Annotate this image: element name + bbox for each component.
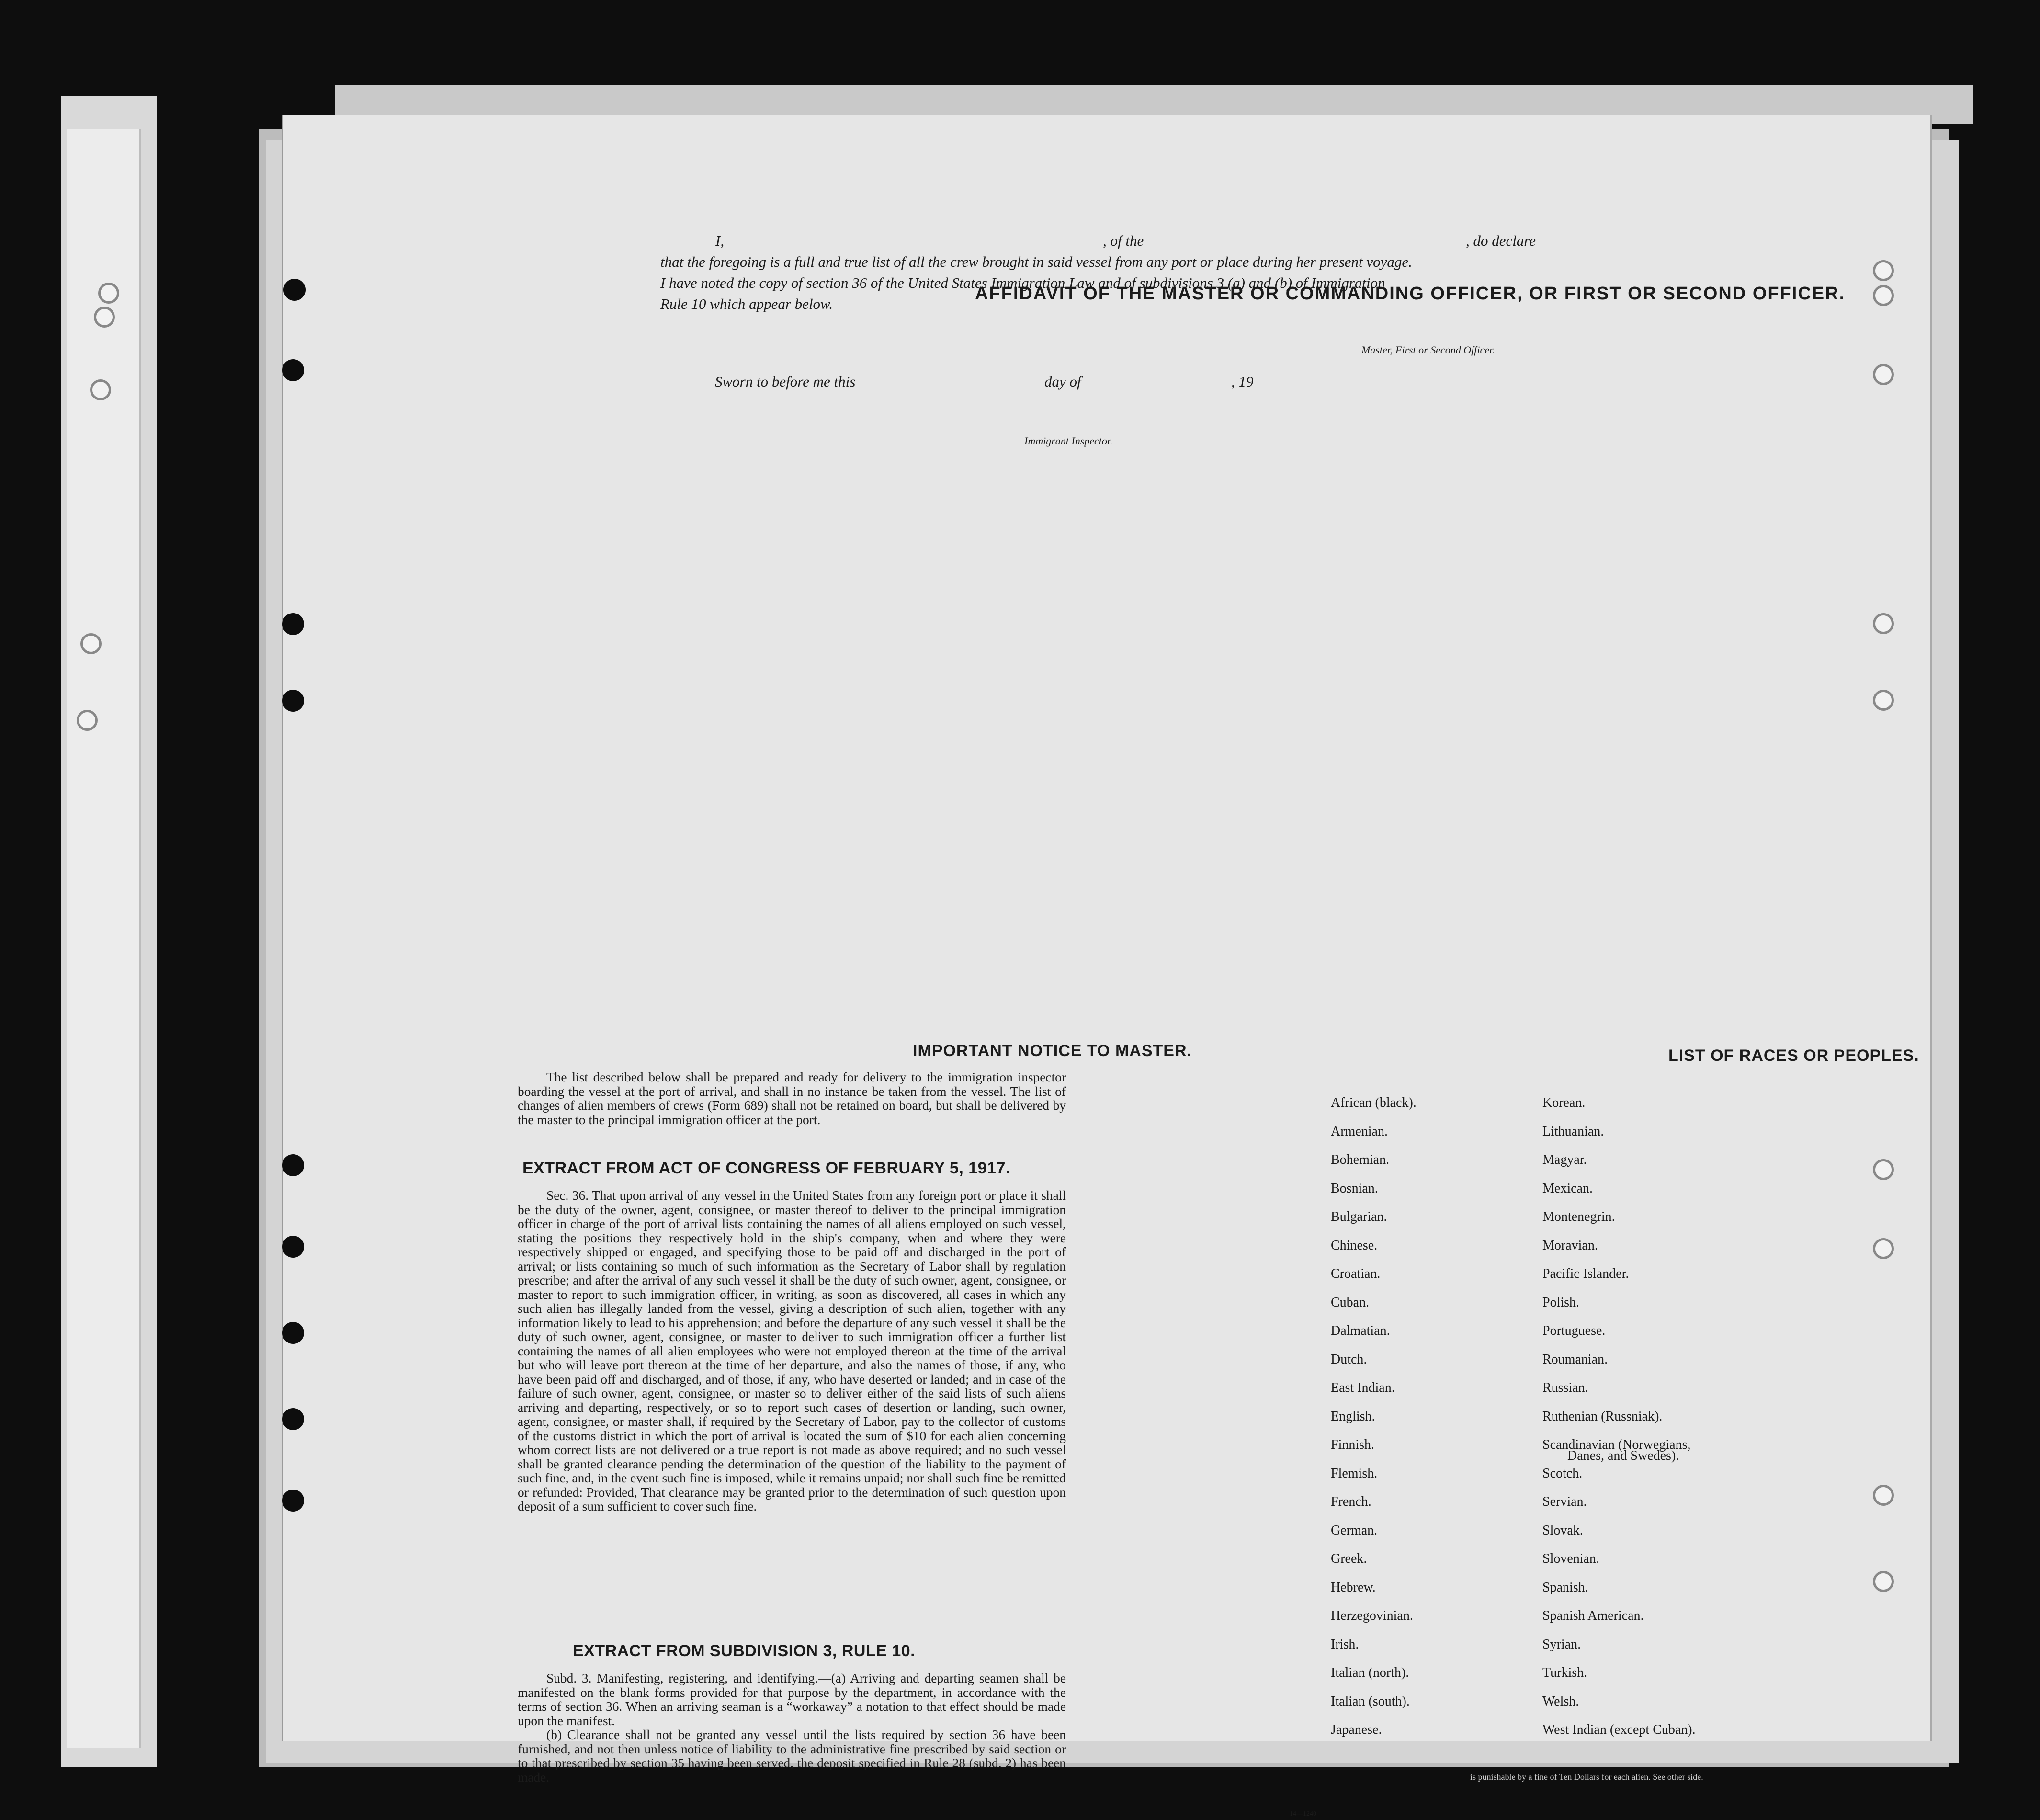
race-item: Welsh. (1542, 1694, 1579, 1709)
race-item: African (black). (1331, 1095, 1417, 1110)
race-item: French. (1331, 1494, 1371, 1509)
affidavit-of-the: , of the (1103, 232, 1144, 249)
race-item: Italian (south). (1331, 1694, 1410, 1709)
race-item: Slovenian. (1542, 1551, 1599, 1566)
master-signature-label: Master, First or Second Officer. (1361, 344, 1495, 356)
race-item: Servian. (1542, 1494, 1587, 1509)
race-item: Finnish. (1331, 1437, 1375, 1452)
binder-ring (1873, 364, 1894, 385)
race-item: Italian (north). (1331, 1665, 1409, 1680)
race-item: Polish. (1542, 1295, 1580, 1310)
affidavit-line-3: I have noted the copy of section 36 of the United States Immigration Law and of subdivisions 3 (a) and (b) of Immigration (660, 274, 1385, 291)
race-item: Bulgarian. (1331, 1209, 1387, 1224)
race-item: Chinese. (1331, 1238, 1378, 1253)
race-item: Magyar. (1542, 1152, 1587, 1167)
punch-hole (282, 690, 304, 712)
race-item: Irish. (1331, 1637, 1359, 1652)
binder-ring (1873, 260, 1894, 281)
binder-ring (1873, 690, 1894, 711)
race-item: Pacific Islander. (1542, 1266, 1629, 1281)
race-item: Korean. (1542, 1095, 1586, 1110)
notice-title: IMPORTANT NOTICE TO MASTER. (913, 1042, 1192, 1060)
extract-rule-title: EXTRACT FROM SUBDIVISION 3, RULE 10. (573, 1642, 916, 1660)
race-item: West Indian (except Cuban). (1542, 1722, 1696, 1737)
subdivision-3b-text: (b) Clearance shall not be granted any vessel until the lists required by section 36 have been furnished, and not then unless notice of liability to the administrative fine prescribed by said section or to that prescribed by section 35 having been served, the deposit specified in Rule 28 (subd. 2) has been made. (518, 1728, 1066, 1785)
subdivision-3-text: Subd. 3. Manifesting, registering, and identifying.—(a) Arriving and departing seamen shall be manifested on the blank forms provided for that purpose by the department, in accordance with the terms of section 36. When an arriving seaman is a “workaway” a notation to that effect should be made upon the manifest. (518, 1671, 1066, 1728)
notice-text: The list described below shall be prepared and ready for delivery to the immigration inspector boarding the vessel at the port of arrival, and shall in no instance be taken from the vessel. The list of changes of alien members of crews (Form 689) shall not be retained on board, but shall be delivered by the master to the principal immigration officer at the port. (518, 1070, 1066, 1127)
subdivision-3-paragraph (518, 1672, 1066, 1785)
race-item: Portuguese. (1542, 1323, 1606, 1338)
race-item-continuation: Danes, and Swedes). (1567, 1448, 1679, 1463)
race-item: Cuban. (1331, 1295, 1370, 1310)
race-item: Scandinavian (Norwegians, (1542, 1437, 1691, 1452)
binder-ring (1873, 1159, 1894, 1180)
race-item: German. (1331, 1523, 1378, 1538)
race-item: Scotch. (1542, 1466, 1583, 1481)
form-number: 14—1240 (1290, 1810, 1316, 1818)
race-item: Turkish. (1542, 1665, 1587, 1680)
section-36-text: Sec. 36. That upon arrival of any vessel in the United States from any foreign port or place it shall be the duty of the owner, agent, consignee, or master thereof to deliver to the principal immigration officer in charge of the port of arrival lists containing the names of all aliens employed on such vessel, stating the positions they respectively hold in the ship's company, when and where they were respectively shipped or engaged, and specifying those to be paid off and discharged in the port of arrival; or lists containing so much of such information as the Secretary of Labor shall by regulation prescribe; and after the arrival of any such vessel it shall be the duty of such owner, agent, consignee, or master to report to such immigration officer, in writing, as soon as discovered, all cases in which any such alien has illegally landed from the vessel, giving a description of such alien, together with any information likely to lead to his apprehension; and before the departure of any such vessel it shall be the duty of such owner, agent, consignee, or master to deliver to such immigration officer a further list containing the names of all alien employees who were not employed thereon at the time of the arrival but who will leave port thereon at the time of her departure, and also the names of those, if any, who have been paid off and discharged, and of those, if any, who have deserted or landed; and in case of the failure of such owner, agent, consignee, or master so to deliver either of the said lists of such aliens arriving and departing, respectively, or so to report such cases of desertion or landing, such owner, agent, consignee, or master shall, if required by the Secretary of Labor, pay to the collector of customs of the customs district in which the port of arrival is located the sum of $10 for each alien concerning whom correct lists are not delivered or a true report is not made as above required; and no such vessel shall be granted clearance pending the determination of the question of the liability to the payment of such fine, and, in the event such fine is imposed, while it remains unpaid; nor shall such fine be remitted or refunded: Provided, That clearance may be granted prior to the determination of such question upon deposit of a sum sufficient to cover such fine. (518, 1188, 1066, 1513)
binder-ring (94, 307, 115, 328)
race-item: Roumanian. (1542, 1352, 1608, 1367)
race-item: Slovak. (1542, 1523, 1583, 1538)
left-binder-sheet (67, 129, 141, 1748)
inspector-signature-label: Immigrant Inspector. (1024, 435, 1113, 447)
race-item: Bosnian. (1331, 1181, 1378, 1196)
race-item: English. (1331, 1409, 1375, 1424)
affidavit-line-2: that the foregoing is a full and true list of all the crew brought in said vessel from any port or place during her present voyage. (660, 253, 1412, 270)
punch-hole (282, 613, 304, 635)
day-of-label: day of (1044, 373, 1081, 390)
affidavit-line-4: Rule 10 which appear below. (660, 296, 833, 312)
binder-ring (1873, 1485, 1894, 1506)
race-item: Greek. (1331, 1551, 1367, 1566)
sworn-label: Sworn to before me this (715, 373, 856, 390)
race-item: Russian. (1542, 1380, 1588, 1395)
punch-hole (282, 359, 304, 381)
binder-ring (98, 283, 119, 304)
punch-hole (283, 279, 306, 301)
binder-ring (77, 710, 98, 731)
race-item: Ruthenian (Russniak). (1542, 1409, 1663, 1424)
race-item: Japanese. (1331, 1722, 1382, 1737)
race-item: Bohemian. (1331, 1152, 1390, 1167)
binder-ring (80, 633, 102, 654)
extract-act-title: EXTRACT FROM ACT OF CONGRESS OF FEBRUARY 5, 1917. (522, 1159, 1010, 1177)
notice-paragraph (518, 1070, 1066, 1127)
race-item: Herzegovinian. (1331, 1608, 1413, 1623)
affidavit-do-declare: , do declare (1466, 232, 1536, 249)
binder-ring (1873, 285, 1894, 306)
race-item: Croatian. (1331, 1266, 1381, 1281)
race-item: Dalmatian. (1331, 1323, 1390, 1338)
punch-hole (282, 1408, 304, 1430)
binder-ring (1873, 1238, 1894, 1259)
race-item: Moravian. (1542, 1238, 1598, 1253)
binder-ring (90, 379, 111, 400)
race-item: Spanish. (1542, 1580, 1588, 1595)
punch-hole (282, 1490, 304, 1512)
race-item: Lithuanian. (1542, 1124, 1604, 1139)
affidavit-title: AFFIDAVIT OF THE MASTER OR COMMANDING OFFICER, OR FIRST OR SECOND OFFICER. (975, 284, 1846, 304)
year-label: , 19 (1231, 373, 1254, 390)
race-item: Armenian. (1331, 1124, 1388, 1139)
section-36-paragraph (518, 1189, 1066, 1514)
race-item: Dutch. (1331, 1352, 1367, 1367)
race-item: Flemish. (1331, 1466, 1378, 1481)
races-title: LIST OF RACES OR PEOPLES. (1668, 1046, 1919, 1065)
race-item: Spanish American. (1542, 1608, 1644, 1623)
race-item: Montenegrin. (1542, 1209, 1615, 1224)
footer-note: is punishable by a fine of Ten Dollars for each alien. See other side. (1470, 1772, 1703, 1782)
punch-hole (282, 1236, 304, 1258)
race-item: Syrian. (1542, 1637, 1581, 1652)
affidavit-i: I, (715, 232, 725, 249)
binder-ring (1873, 1571, 1894, 1592)
punch-hole (282, 1322, 304, 1344)
race-item: Mexican. (1542, 1181, 1593, 1196)
race-item: East Indian. (1331, 1380, 1395, 1395)
binder-ring (1873, 613, 1894, 634)
race-item: Hebrew. (1331, 1580, 1376, 1595)
punch-hole (282, 1154, 304, 1176)
